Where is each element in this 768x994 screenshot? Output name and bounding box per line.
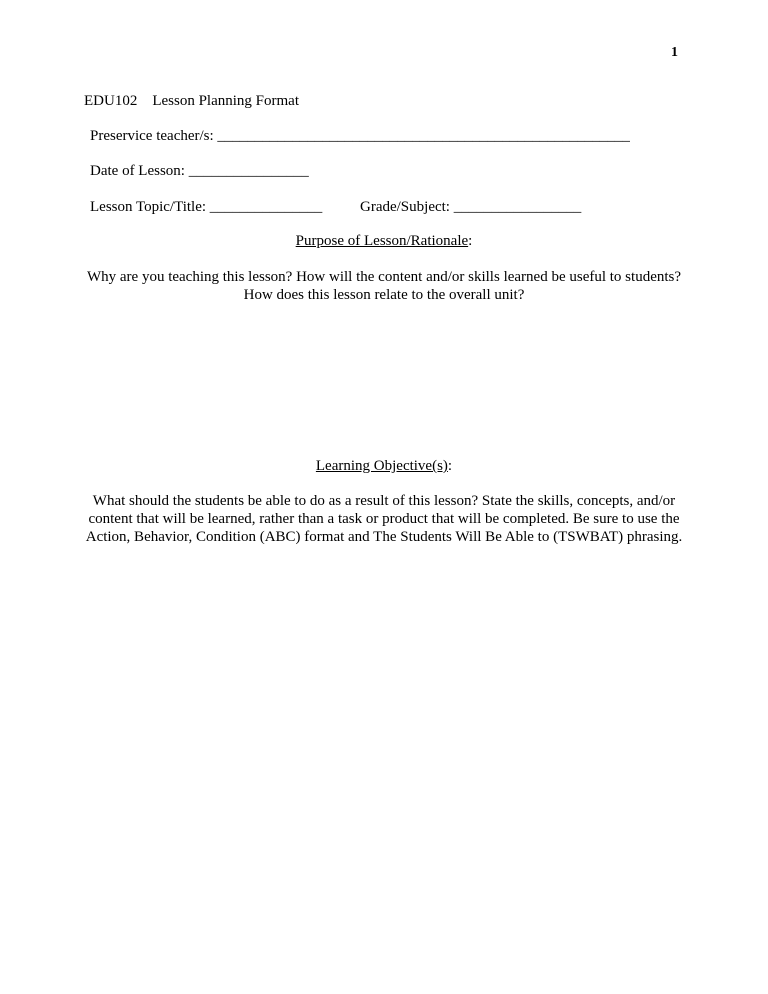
objective-heading-colon: : bbox=[447, 458, 453, 474]
grade-subject-field[interactable]: Grade/Subject: _________________ bbox=[360, 199, 582, 215]
document-header bbox=[84, 92, 299, 110]
objective-heading-label: Learning Objective(s) bbox=[315, 458, 448, 474]
course-code: EDU102 bbox=[84, 93, 138, 109]
purpose-heading-colon: : bbox=[468, 233, 473, 249]
purpose-instructions: Why are you teaching this lesson? How will the content and/or skills learned be useful to students? How does this lesson relate to the overall unit? bbox=[86, 269, 682, 303]
page-number: 1 bbox=[671, 45, 678, 60]
purpose-heading-label: Purpose of Lesson/Rationale bbox=[295, 233, 469, 249]
purpose-heading bbox=[0, 232, 768, 250]
preservice-teacher-field[interactable]: Preservice teacher/s: _______________________________________________________ bbox=[90, 128, 630, 144]
date-of-lesson-field[interactable]: Date of Lesson: ________________ bbox=[90, 163, 309, 179]
objective-heading bbox=[0, 457, 768, 475]
document-title: Lesson Planning Format bbox=[152, 93, 299, 109]
objective-instructions: What should the students be able to do as a result of this lesson? State the skills, concepts, and/or content that will be learned, rather than a task or product that will be completed. Be sure to use the Action, Behavior, Condition (ABC) format and The Students Will Be Able to (TSWBAT) phrasing. bbox=[85, 493, 683, 545]
lesson-topic-field[interactable]: Lesson Topic/Title: _______________ bbox=[90, 199, 323, 215]
